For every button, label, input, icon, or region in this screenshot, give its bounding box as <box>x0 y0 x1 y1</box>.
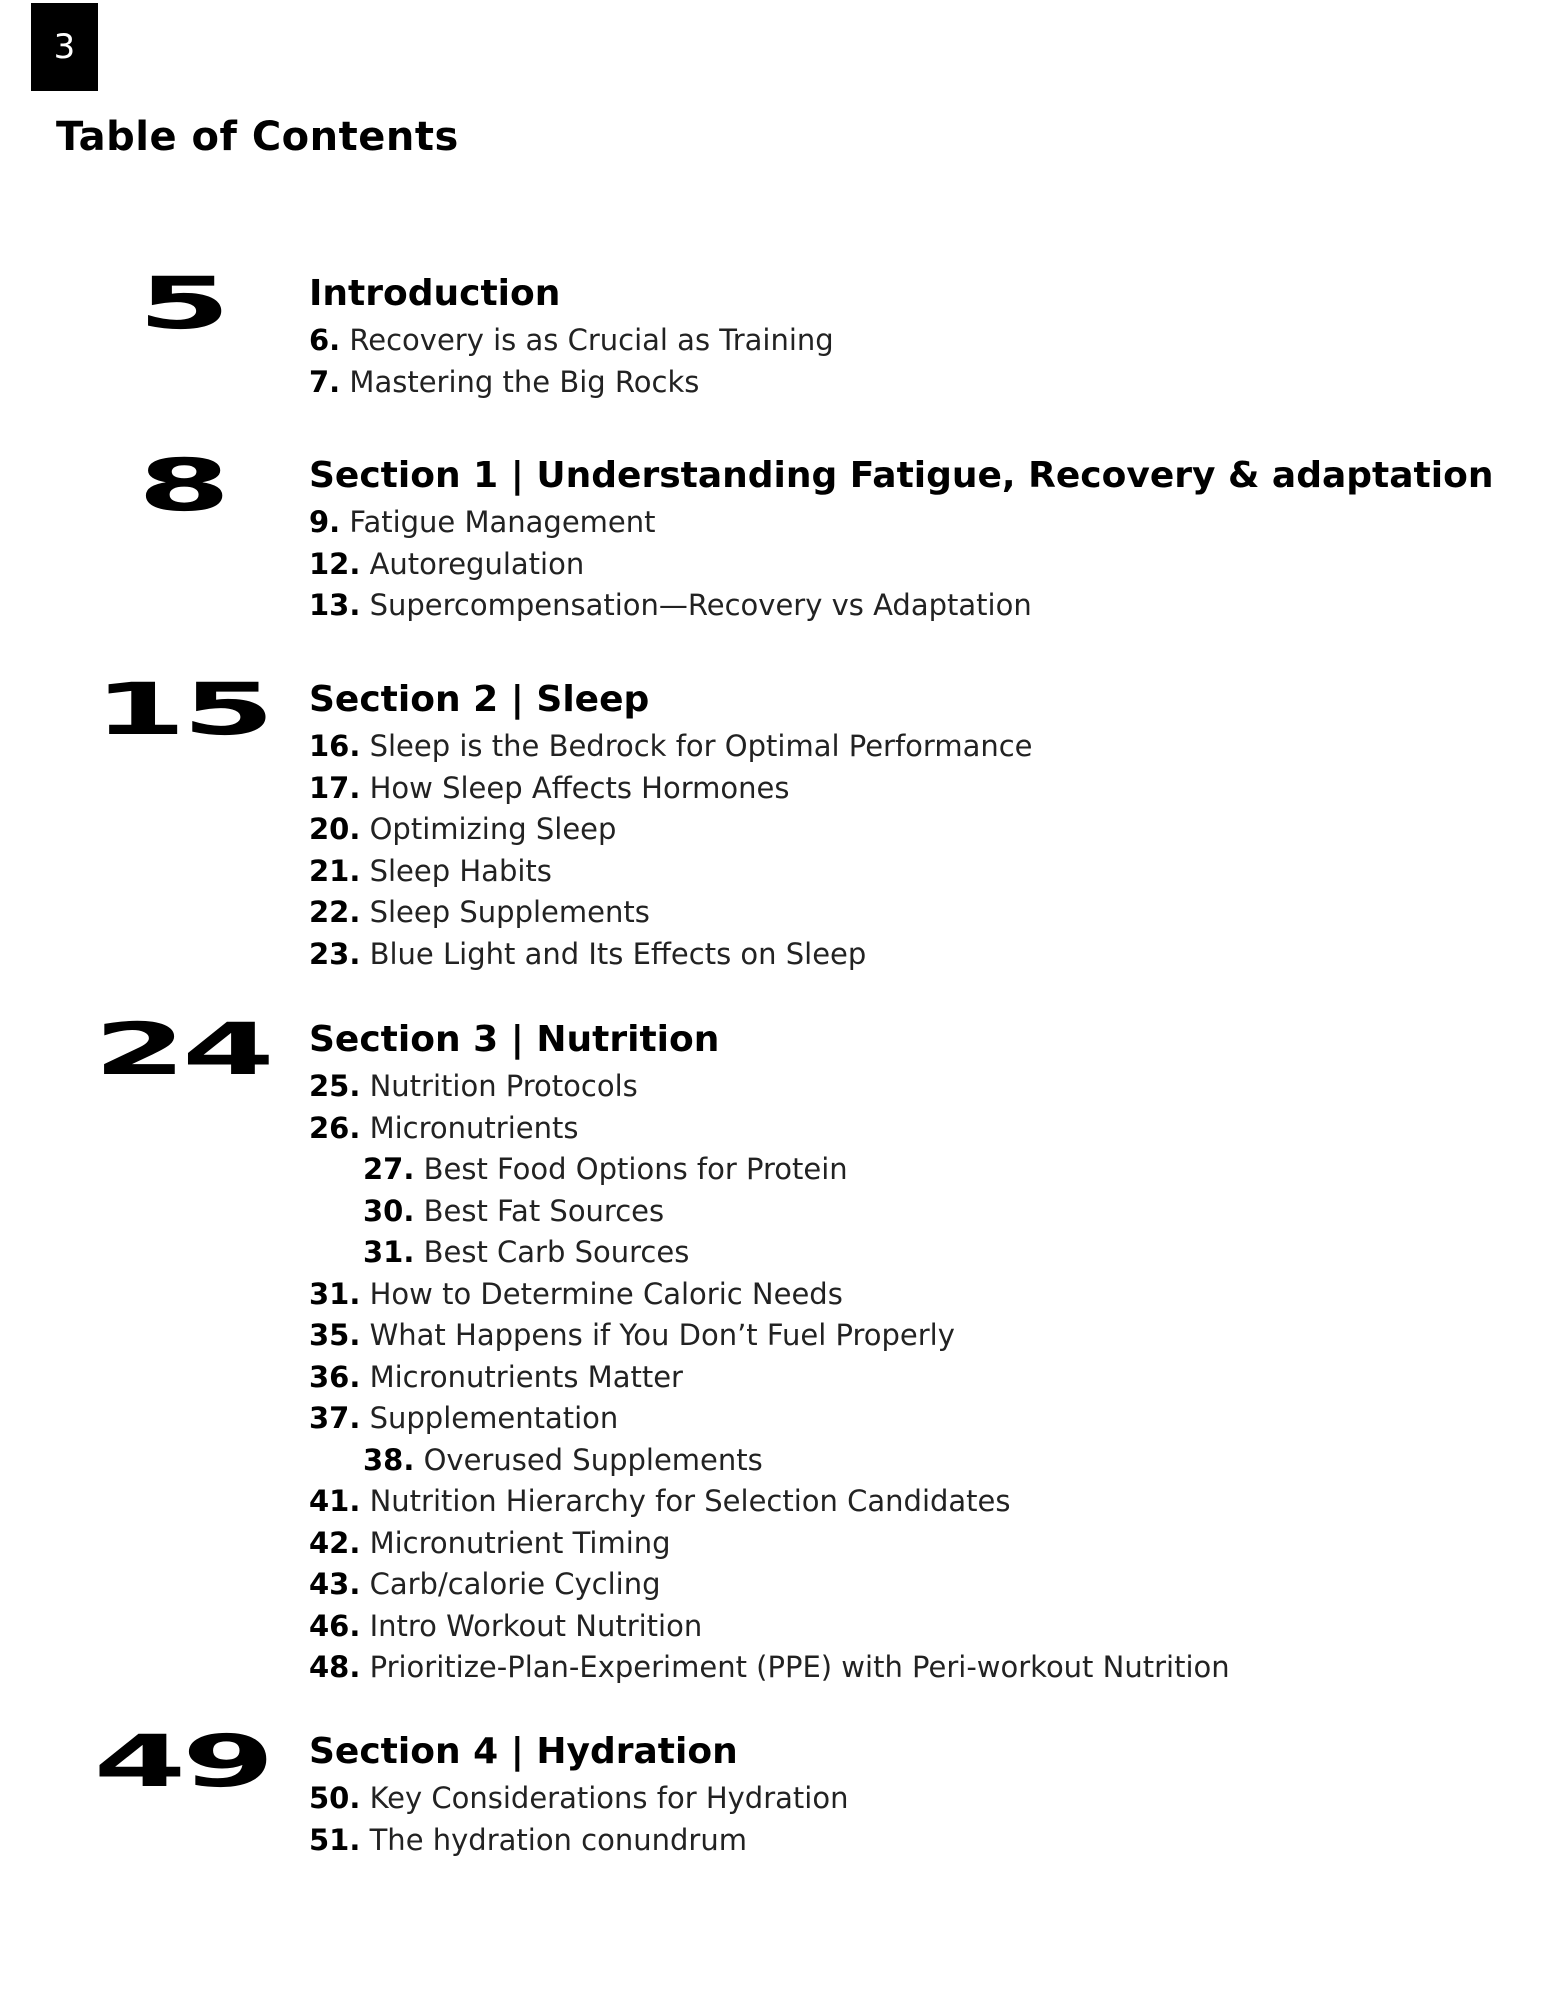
toc-entry-title: Micronutrients <box>360 1110 579 1145</box>
toc-entry-page: 31. <box>309 1276 361 1311</box>
toc-entry-title: Autoregulation <box>360 546 585 581</box>
section-page-number: 5 <box>137 261 227 346</box>
toc-entry-page: 51. <box>309 1822 361 1857</box>
toc-entry-title: Sleep Habits <box>360 853 552 888</box>
toc-entry-title: How to Determine Caloric Needs <box>360 1276 843 1311</box>
toc-entry-page: 27. <box>363 1152 415 1186</box>
toc-entry-title: Mastering the Big Rocks <box>340 364 700 399</box>
page-number-badge: 3 <box>31 3 98 91</box>
toc-entry-title: Best Food Options for Protein <box>414 1152 848 1186</box>
toc-entry-page: 26. <box>309 1110 361 1145</box>
toc-entry-title: Sleep Supplements <box>360 895 650 929</box>
toc-entry-title: Overused Supplements <box>414 1442 763 1477</box>
section-heading: Section 2 | Sleep <box>309 679 650 720</box>
toc-entry[interactable] <box>309 585 1493 627</box>
toc-entry[interactable] <box>309 1481 1230 1523</box>
toc-entry-page: 43. <box>309 1567 361 1601</box>
toc-entry-title: Nutrition Hierarchy for Selection Candidates <box>360 1484 1011 1518</box>
toc-entry-page: 36. <box>309 1359 361 1394</box>
toc-entry-title: Micronutrient Timing <box>360 1525 671 1560</box>
section-content <box>309 1020 1230 1689</box>
toc-entry[interactable] <box>309 726 1033 768</box>
section-page-number: 49 <box>93 1719 271 1804</box>
toc-entry[interactable] <box>309 1108 1230 1150</box>
toc-entry-title: The hydration conundrum <box>360 1822 747 1857</box>
toc-entry-page: 9. <box>309 505 341 539</box>
toc-entry[interactable] <box>309 1778 848 1820</box>
toc-list <box>309 726 1033 975</box>
toc-entry-page: 17. <box>309 770 361 805</box>
toc-entry-page: 31. <box>363 1235 415 1269</box>
toc-entry-title: Carb/calorie Cycling <box>360 1567 661 1601</box>
section-content <box>309 274 834 403</box>
toc-entry-page: 16. <box>309 729 361 763</box>
toc-entry[interactable] <box>309 768 1033 810</box>
toc-entry-page: 41. <box>309 1484 361 1518</box>
toc-entry[interactable] <box>309 1564 1230 1606</box>
section-page-number: 8 <box>137 443 227 528</box>
toc-entry[interactable] <box>309 1232 1230 1274</box>
toc-entry-page: 20. <box>309 812 361 846</box>
toc-list <box>309 1066 1230 1689</box>
toc-entry[interactable] <box>309 892 1033 934</box>
toc-entry-page: 22. <box>309 895 361 929</box>
toc-entry[interactable] <box>309 1357 1230 1399</box>
toc-entry-title: Best Carb Sources <box>414 1235 690 1269</box>
toc-entry[interactable] <box>309 1149 1230 1191</box>
toc-entry[interactable] <box>309 1523 1230 1565</box>
toc-entry[interactable] <box>309 320 834 362</box>
toc-entry[interactable] <box>309 1066 1230 1108</box>
toc-entry-page: 21. <box>309 853 361 888</box>
toc-entry-page: 25. <box>309 1069 361 1103</box>
toc-entry-page: 13. <box>309 588 361 622</box>
toc-entry-title: Sleep is the Bedrock for Optimal Performance <box>360 729 1033 763</box>
toc-entry-page: 30. <box>363 1193 415 1228</box>
toc-entry-page: 48. <box>309 1650 361 1684</box>
toc-entry-page: 12. <box>309 546 361 581</box>
toc-entry-title: Micronutrients Matter <box>360 1359 683 1394</box>
section-content <box>309 456 1493 627</box>
toc-entry-title: Intro Workout Nutrition <box>360 1608 703 1643</box>
toc-entry[interactable] <box>309 1398 1230 1440</box>
section-heading: Section 1 | Understanding Fatigue, Recovery & adaptation <box>309 455 1494 496</box>
section-page-number: 15 <box>93 667 271 752</box>
toc-entry[interactable] <box>309 1315 1230 1357</box>
toc-entry-title: Blue Light and Its Effects on Sleep <box>360 936 867 971</box>
toc-entry[interactable] <box>309 362 834 404</box>
toc-entry-page: 38. <box>363 1442 415 1477</box>
toc-entry-title: Supercompensation—Recovery vs Adaptation <box>360 588 1032 622</box>
toc-entry-page: 35. <box>309 1318 361 1352</box>
toc-entry-title: Prioritize-Plan-Experiment (PPE) with Peri-workout Nutrition <box>360 1650 1230 1684</box>
toc-entry-title: Nutrition Protocols <box>360 1069 638 1103</box>
toc-entry-page: 7. <box>309 364 341 399</box>
toc-entry[interactable] <box>309 1606 1230 1648</box>
toc-entry-page: 37. <box>309 1401 361 1435</box>
toc-entry[interactable] <box>309 809 1033 851</box>
section-heading: Section 3 | Nutrition <box>309 1019 720 1060</box>
toc-entry-page: 6. <box>309 323 341 357</box>
toc-entry-title: Fatigue Management <box>340 505 656 539</box>
toc-entry-title: Supplementation <box>360 1401 619 1435</box>
section-content <box>309 680 1033 975</box>
toc-list <box>309 320 834 403</box>
section-page-number: 24 <box>93 1007 271 1092</box>
toc-entry-title: Recovery is as Crucial as Training <box>340 323 834 357</box>
toc-entry[interactable] <box>309 934 1033 976</box>
toc-entry-page: 23. <box>309 936 361 971</box>
toc-entry[interactable] <box>309 851 1033 893</box>
toc-entry-title: Optimizing Sleep <box>360 812 617 846</box>
toc-entry-title: How Sleep Affects Hormones <box>360 770 790 805</box>
toc-entry-page: 46. <box>309 1608 361 1643</box>
toc-entry-title: Key Considerations for Hydration <box>360 1781 849 1815</box>
toc-entry-title: Best Fat Sources <box>414 1193 665 1228</box>
toc-list <box>309 1778 848 1861</box>
toc-entry[interactable] <box>309 544 1493 586</box>
page-title: Table of Contents <box>56 114 459 160</box>
toc-entry-page: 42. <box>309 1525 361 1560</box>
section-heading: Section 4 | Hydration <box>309 1731 738 1772</box>
toc-entry[interactable] <box>309 1274 1230 1316</box>
toc-entry-page: 50. <box>309 1781 361 1815</box>
toc-entry[interactable] <box>309 1440 1230 1482</box>
section-content <box>309 1732 848 1861</box>
toc-list <box>309 502 1493 627</box>
toc-entry-title: What Happens if You Don’t Fuel Properly <box>360 1318 955 1352</box>
section-heading: Introduction <box>309 273 561 314</box>
toc-entry[interactable] <box>309 1820 848 1862</box>
toc-entry[interactable] <box>309 1191 1230 1233</box>
toc-entry[interactable] <box>309 502 1493 544</box>
toc-entry[interactable] <box>309 1647 1230 1689</box>
